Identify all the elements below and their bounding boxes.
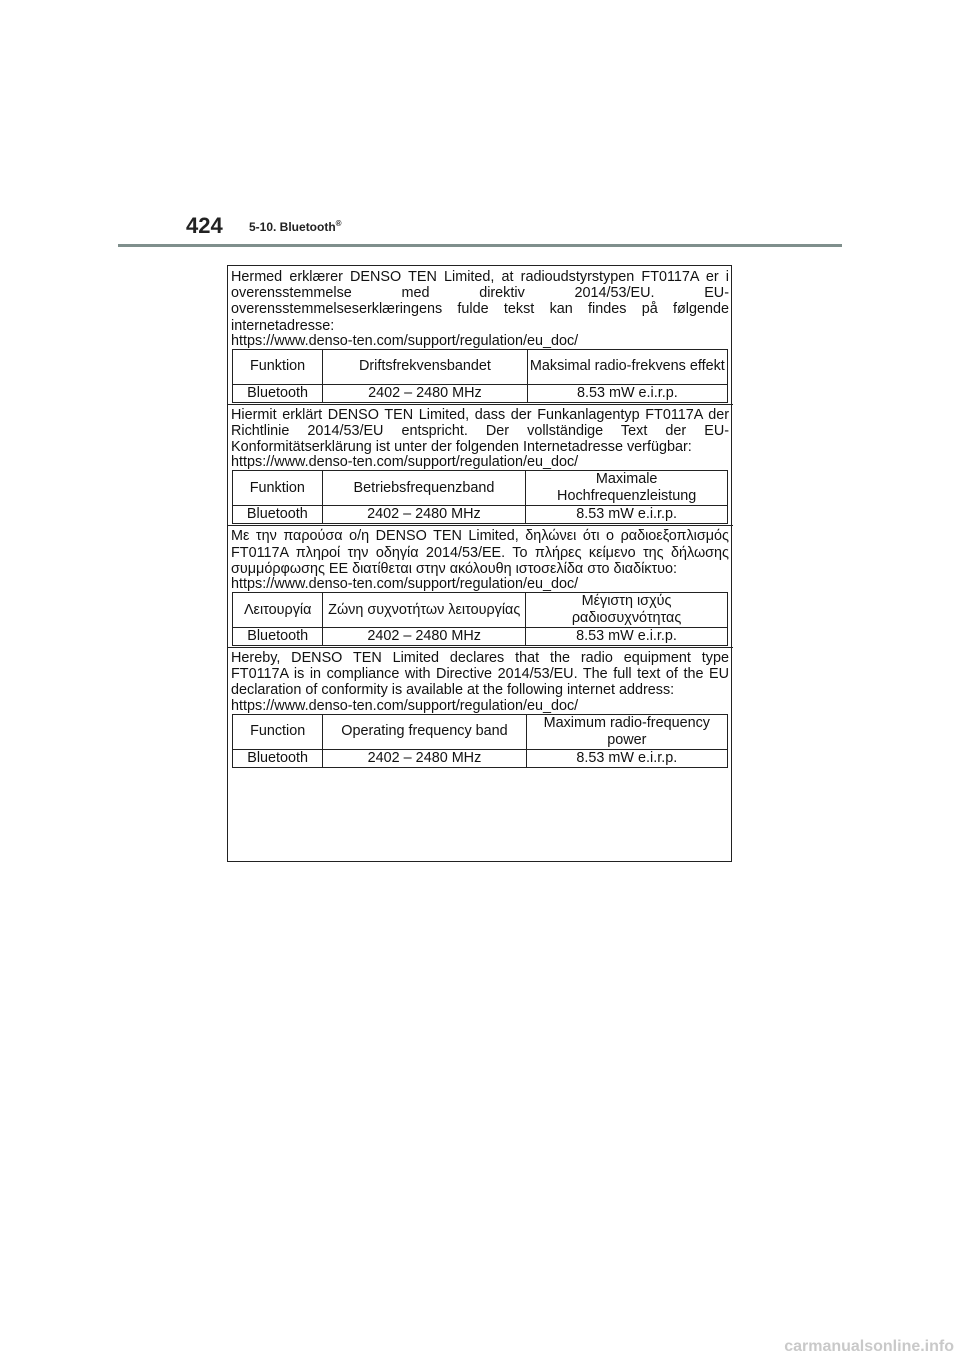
spec-cell-power: 8.53 mW e.i.r.p.	[527, 384, 727, 402]
spec-cell-power: 8.53 mW e.i.r.p.	[526, 749, 727, 767]
watermark: carmanualsonline.info	[784, 1338, 954, 1355]
spec-header-band: Driftsfrekvensbandet	[323, 349, 528, 384]
declaration-text: Με την παρούσα ο/η DENSO TEN Limited, δηλώνει ότι ο ραδιοεξοπλισμός FT0117A πληροί την οδηγία 2014/53/ΕΕ. Το πλήρες κείμενο της δήλωσης συμμόρφωσης ΕΕ διατίθεται στην ακόλουθη ιστοσελίδα στο διαδίκτυο:	[231, 528, 729, 577]
spec-cell-function: Bluetooth	[233, 749, 323, 767]
spec-header-band: Betriebsfrequenzband	[322, 471, 526, 506]
spec-table-header-row	[233, 714, 728, 749]
spec-cell-function: Bluetooth	[233, 628, 323, 646]
spec-header-power: Maximale Hochfrequenzleistung	[526, 471, 728, 506]
registered-mark: ®	[335, 219, 342, 228]
spec-header-band: Operating frequency band	[323, 714, 526, 749]
spec-table-row	[233, 628, 728, 646]
spec-table-row	[233, 506, 728, 524]
spec-table-row	[233, 384, 728, 402]
page-header	[0, 0, 960, 250]
spec-cell-function: Bluetooth	[233, 384, 323, 402]
spec-header-function: Funktion	[233, 471, 323, 506]
declaration-text: Hiermit erklärt DENSO TEN Limited, dass der Funkanlagentyp FT0117A der Richtlinie 2014/53/EU entspricht. Der vollständige Text der EU-Konformitätserklärung ist unter der folgenden Internetadresse verfügbar:	[231, 406, 729, 456]
declaration-url: https://www.denso-ten.com/support/regulation/eu_doc/	[231, 454, 579, 471]
block-divider	[228, 647, 733, 648]
spec-table	[232, 470, 728, 524]
spec-table-row	[233, 749, 728, 767]
declaration-text: Hereby, DENSO TEN Limited declares that the radio equipment type FT0117A is in compliance with Directive 2014/53/EU. The full text of the EU declaration of conformity is available at the following internet address:	[231, 650, 729, 699]
header-divider	[118, 244, 842, 247]
spec-cell-band: 2402 – 2480 MHz	[323, 749, 526, 767]
spec-table	[232, 714, 728, 768]
block-divider	[228, 404, 733, 405]
block-divider	[228, 525, 733, 526]
spec-header-power: Μέγιστη ισχύς ραδιοσυχνότητας	[526, 593, 728, 628]
section-title-text: 5-10. Bluetooth	[249, 220, 336, 234]
spec-cell-power: 8.53 mW e.i.r.p.	[526, 506, 728, 524]
declaration-url: https://www.denso-ten.com/support/regulation/eu_doc/	[231, 332, 579, 349]
spec-cell-power: 8.53 mW e.i.r.p.	[526, 628, 728, 646]
spec-table	[232, 592, 728, 646]
spec-header-function: Function	[233, 714, 323, 749]
declaration-english	[231, 650, 731, 768]
spec-table-header-row	[233, 593, 728, 628]
section-title	[249, 219, 342, 234]
spec-header-band: Ζώνη συχνοτήτων λειτουργίας	[323, 593, 526, 628]
spec-table-header-row	[233, 471, 728, 506]
spec-cell-function: Bluetooth	[233, 506, 323, 524]
declaration-url: https://www.denso-ten.com/support/regulation/eu_doc/	[231, 576, 579, 593]
spec-header-power: Maximum radio-frequency power	[526, 714, 727, 749]
declaration-greek	[231, 528, 731, 646]
spec-header-function: Λειτουργία	[233, 593, 323, 628]
declaration-box	[227, 265, 732, 862]
spec-cell-band: 2402 – 2480 MHz	[323, 384, 528, 402]
spec-header-function: Funktion	[233, 349, 323, 384]
declaration-german	[231, 407, 731, 525]
declaration-url: https://www.denso-ten.com/support/regulation/eu_doc/	[231, 697, 579, 714]
spec-cell-band: 2402 – 2480 MHz	[323, 628, 526, 646]
declaration-danish	[231, 269, 731, 403]
declaration-text: Hermed erklærer DENSO TEN Limited, at radioudstyrstypen FT0117A er i overensstemmelse med direktiv 2014/53/EU. EU-overensstemmelseserklæringens fulde tekst kan findes på følgende internetadresse:	[231, 269, 729, 334]
spec-cell-band: 2402 – 2480 MHz	[322, 506, 526, 524]
spec-header-power: Maksimal radio-frekvens effekt	[527, 349, 727, 384]
spec-table	[232, 349, 728, 403]
page-number: 424	[186, 213, 223, 238]
spec-table-header-row	[233, 349, 728, 384]
